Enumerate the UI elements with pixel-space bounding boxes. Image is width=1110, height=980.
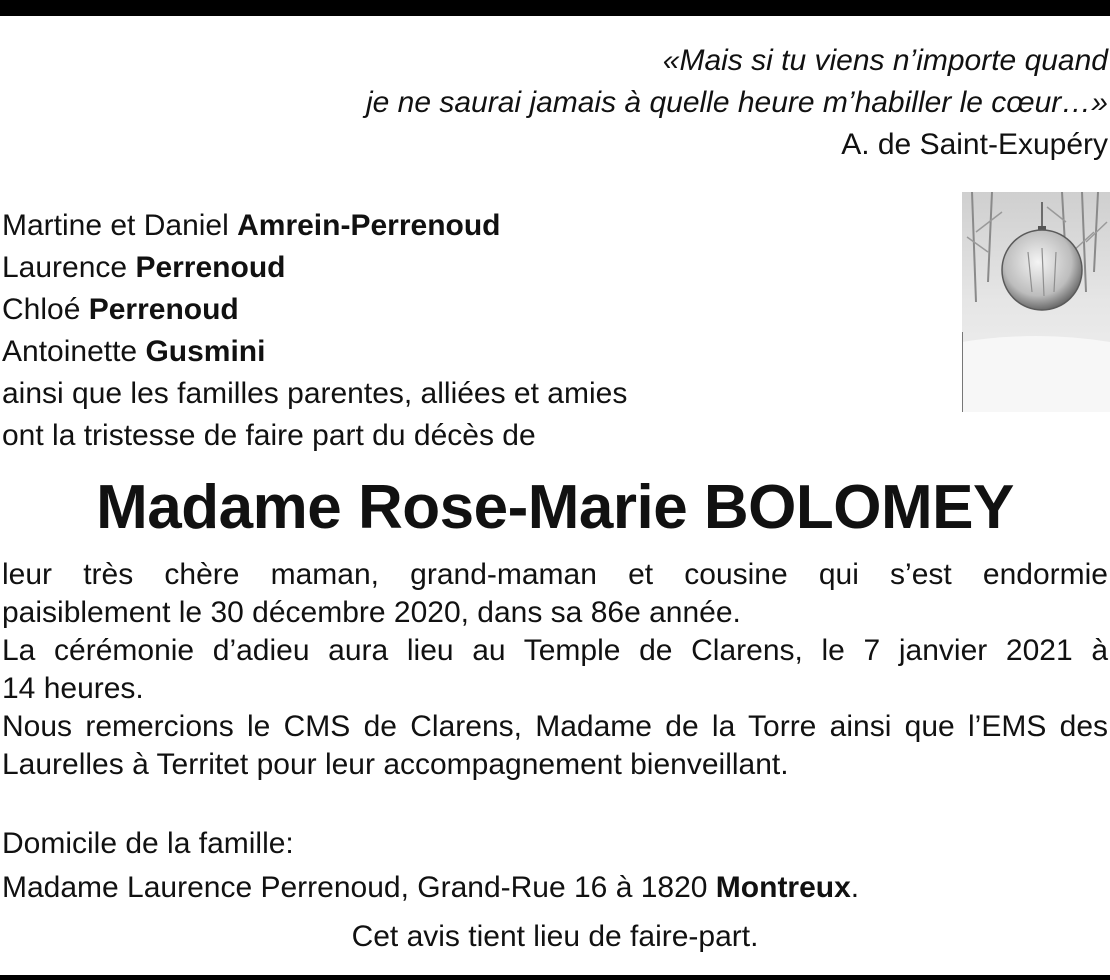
family-line: Antoinette Gusmini [2,335,266,368]
quote-author: A. de Saint-Exupéry [841,128,1108,161]
body-line: leur très chère maman, grand-maman et cousine qui s’est endormie [2,558,1108,591]
bottom-border [0,975,1110,980]
announcement-line: ont la tristesse de faire part du décès de [2,419,536,452]
top-border [0,0,1110,16]
family-list [2,205,627,457]
deceased-name: Madame Rose-Marie BOLOMEY [96,473,1014,542]
body-line: Laurelles à Territet pour leur accompagnement bienveillant. [2,748,789,781]
family-line: Laurence Perrenoud [2,251,286,284]
body-line: Nous remercions le CMS de Clarens, Madame de la Torre ainsi que l’EMS des [2,710,1108,743]
body-line: La cérémonie d’adieu aura lieu au Temple de Clarens, le 7 janvier 2021 à [2,634,1108,667]
epigraph-quote [366,40,1108,166]
body-line: paisiblement le 30 décembre 2020, dans sa 86e année. [2,596,741,629]
closing-note: Cet avis tient lieu de faire-part. [351,920,759,953]
body-line: 14 heures. [2,672,144,705]
snow-ornament-photo [962,192,1110,412]
domicile-city: Montreux [715,871,851,904]
quote-line-1: «Mais si tu viens n’importe quand [662,44,1108,77]
notice-body [2,556,1108,784]
family-domicile [2,822,859,910]
domicile-address: Madame Laurence Perrenoud, Grand-Rue 16 à 1820 Montreux. [2,871,860,904]
family-line: Chloé Perrenoud [2,293,239,326]
domicile-label: Domicile de la famille: [2,827,294,860]
relatives-line: ainsi que les familles parentes, alliées et amies [2,377,628,410]
family-line: Martine et Daniel Amrein-Perrenoud [2,209,501,242]
quote-line-2: je ne saurai jamais à quelle heure m’habiller le cœur…» [365,86,1108,119]
